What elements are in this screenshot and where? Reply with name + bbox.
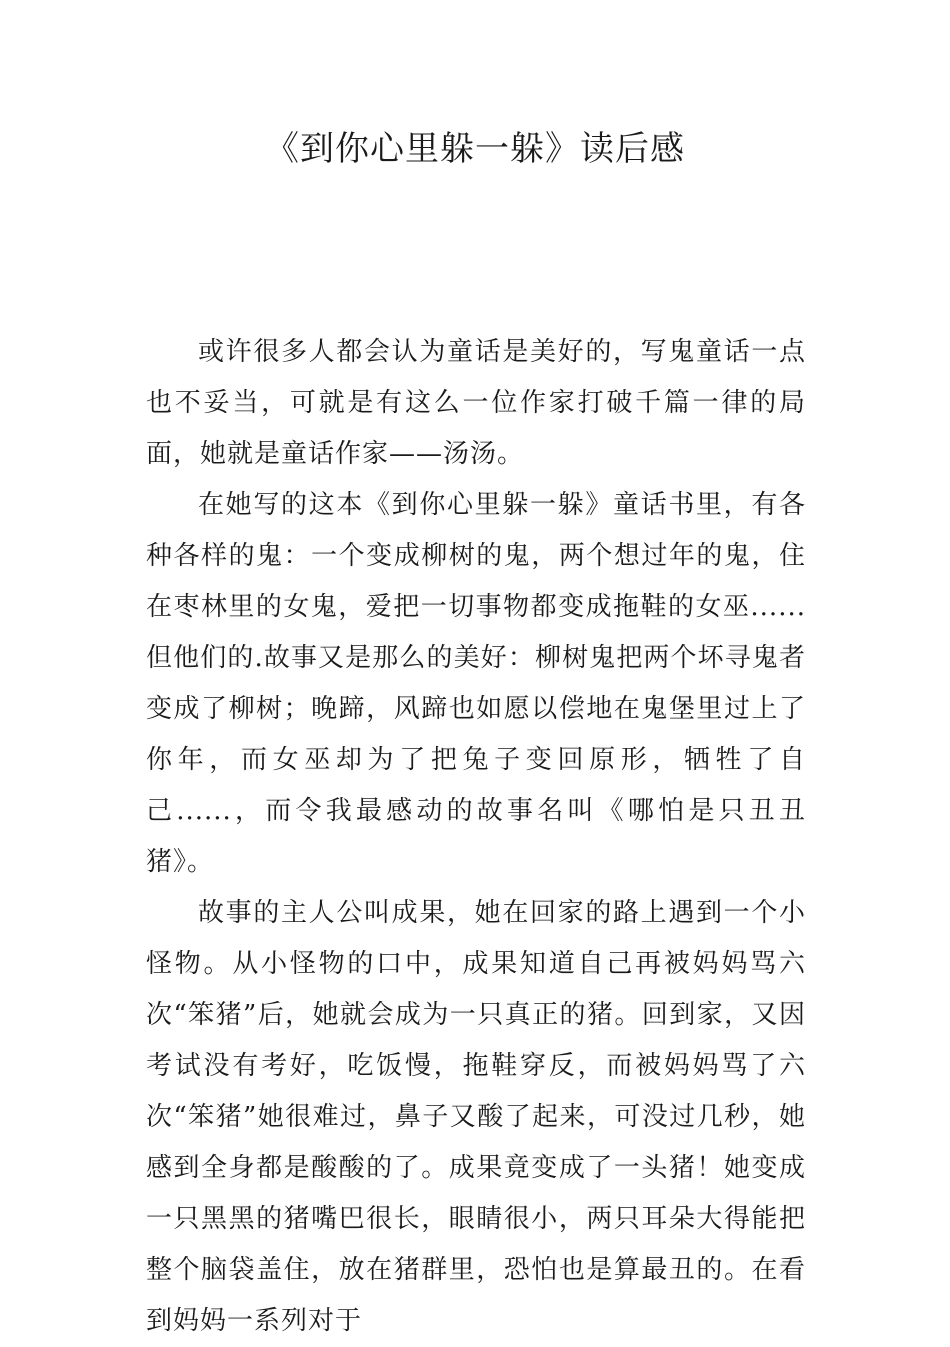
paragraph-3: 故事的主人公叫成果，她在回家的路上遇到一个小怪物。从小怪物的口中，成果知道自己再被妈妈骂六次“笨猪”后，她就会成为一只真正的猪。回到家，又因考试没有考好，吃饭慢，拖鞋穿反，而被妈妈骂了六次“笨猪”她很难过，鼻子又酸了起来，可没过几秒，她感到全身都是酸酸的了。成果竟变成了一头猪！她变成一只黑黑的猪嘴巴很长，眼睛很小，两只耳朵大得能把整个脑袋盖住，放在猪群里，恐怕也是算最丑的。在看到妈妈一系列对于 [146,898,806,1336]
document-body [146,327,806,1347]
document-title: 《到你心里躲一躲》读后感 [265,129,685,169]
paragraph-1: 或许很多人都会认为童话是美好的，写鬼童话一点也不妥当，可就是有这么一位作家打破千篇一律的局面，她就是童话作家——汤汤。 [146,337,806,469]
paragraph-2: 在她写的这本《到你心里躲一躲》童话书里，有各种各样的鬼：一个变成柳树的鬼，两个想过年的鬼，住在枣林里的女鬼，爱把一切事物都变成拖鞋的女巫......但他们的.故事又是那么的美好：柳树鬼把两个坏寻鬼者变成了柳树；晚蹄，风蹄也如愿以偿地在鬼堡里过上了你年，而女巫却为了把兔子变回原形，牺牲了自己......，而令我最感动的故事名叫《哪怕是只丑丑猪》。 [146,490,806,877]
